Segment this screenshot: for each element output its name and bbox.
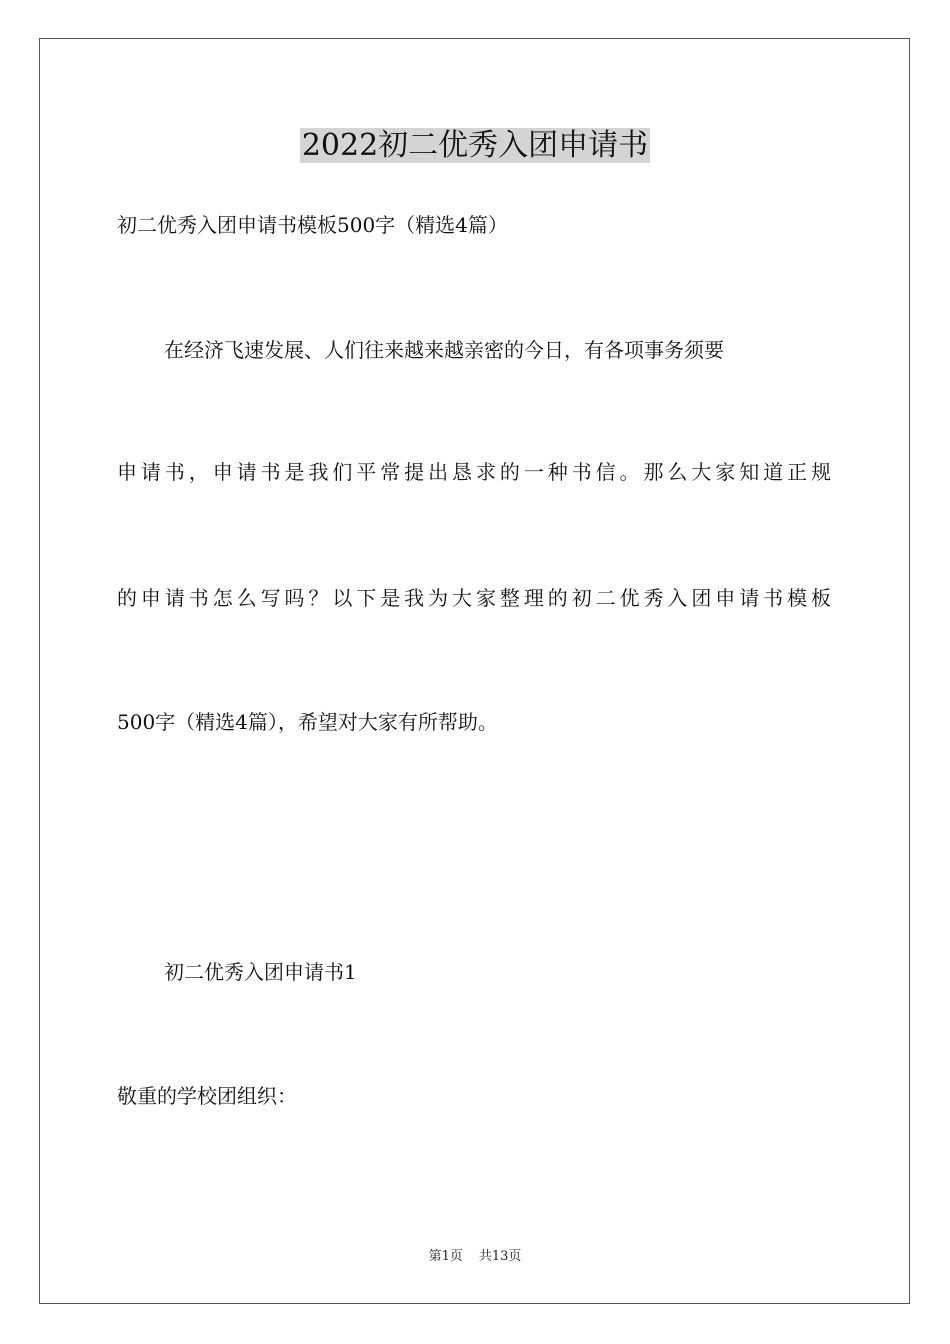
page-number-total: 共13页 bbox=[478, 1249, 522, 1264]
section-heading: 初二优秀入团申请书1 bbox=[164, 960, 357, 984]
salutation: 敬重的学校团组织： bbox=[117, 1084, 297, 1108]
page-footer bbox=[0, 1249, 950, 1265]
intro-line-3: 的申请书怎么写吗？以下是我为大家整理的初二优秀入团申请书模板 bbox=[117, 586, 831, 610]
intro-line-4: 500字（精选4篇），希望对大家有所帮助。 bbox=[117, 710, 498, 734]
page-number-current: 第1页 bbox=[428, 1249, 463, 1264]
document-subtitle: 初二优秀入团申请书模板500字（精选4篇） bbox=[117, 213, 508, 237]
document-title bbox=[0, 126, 950, 166]
intro-line-2: 申请书，申请书是我们平常提出恳求的一种书信。那么大家知道正规 bbox=[117, 460, 831, 484]
document-title-text: 2022初二优秀入团申请书 bbox=[301, 128, 649, 163]
intro-line-1: 在经济飞速发展、人们往来越来越亲密的今日，有各项事务须要 bbox=[164, 338, 724, 362]
